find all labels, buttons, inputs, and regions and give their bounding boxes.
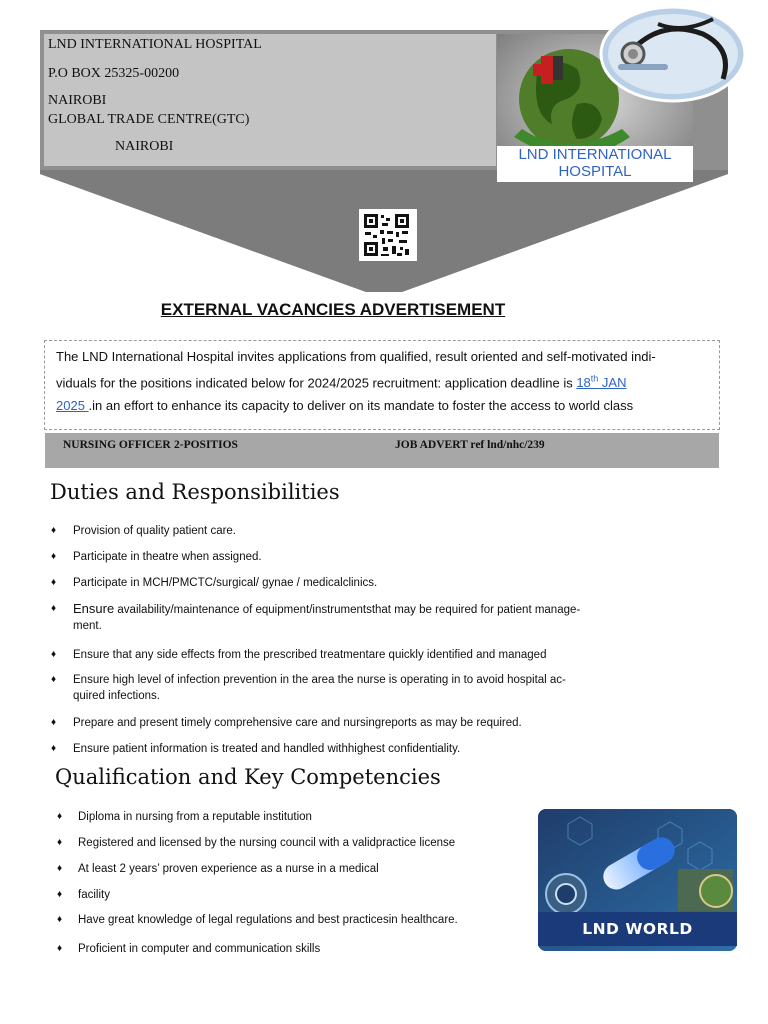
duties-heading: Duties and Responsibilities (50, 480, 340, 504)
list-item-text: Ensure that any side effects from the prescribed treatmentare quickly identified and managed (73, 649, 547, 661)
hospital-name: LND INTERNATIONAL HOSPITAL (48, 37, 262, 52)
list-item-text-cont: quired infections. (73, 690, 160, 702)
diamond-bullet-icon: ♦ (57, 914, 63, 925)
page-title: EXTERNAL VACANCIES ADVERTISEMENT (160, 300, 506, 319)
list-item-text: Ensure patient information is treated and handled withhighest confidentiality. (73, 743, 461, 755)
po-box: P.O BOX 25325-00200 (48, 66, 180, 81)
list-item-text: Participate in theatre when assigned. (73, 551, 262, 563)
list-item-text: Proficient in computer and communication skills (78, 943, 321, 955)
list-item-text: Diploma in nursing from a reputable institution (78, 811, 312, 823)
list-item-text: Have great knowledge of legal regulations and best practicesin healthcare. (78, 914, 458, 926)
diamond-bullet-icon: ♦ (57, 889, 63, 900)
list-item-text-cont: ment. (73, 620, 102, 632)
job-reference: JOB ADVERT ref lnd/nhc/239 (395, 439, 545, 451)
diamond-bullet-icon: ♦ (57, 943, 63, 954)
intro-paragraph (56, 345, 708, 417)
hospital-logo-caption (497, 146, 693, 182)
deadline-sup: th (590, 374, 599, 384)
intro-line-1: The LND International Hospital invites applications from qualified, result oriented and self-motivated indi- (56, 349, 656, 364)
list-item-text: At least 2 years’ proven experience as a nurse in a medical (78, 863, 379, 875)
diamond-bullet-icon: ♦ (51, 603, 57, 614)
city-second: NAIROBI (115, 139, 174, 154)
list-item-text-main: Ensure high level of infection prevention in the area the nurse is operating in to avoid hospital ac- (73, 674, 566, 686)
deadline-link[interactable] (576, 375, 626, 390)
diamond-bullet-icon: ♦ (57, 863, 63, 874)
intro-line-2 (56, 368, 708, 394)
job-position-count: 2-POSITIOS (174, 439, 238, 451)
list-item-text: Registered and licensed by the nursing council with a validpractice license (78, 837, 456, 849)
logo-text-line2: HOSPITAL (558, 163, 632, 180)
list-item-text (73, 601, 683, 634)
list-item-text (73, 672, 683, 704)
logo-text-line1: LND INTERNATIONAL (518, 146, 672, 163)
list-item-text: Provision of quality patient care. (73, 525, 237, 537)
diamond-bullet-icon: ♦ (51, 743, 57, 754)
diamond-bullet-icon: ♦ (51, 551, 57, 562)
qr-code-icon (359, 209, 417, 261)
list-item-text-rest: availability/maintenance of equipment/instrumentsthat may be required for patient manage- (117, 604, 581, 616)
deadline-day: 18 (576, 375, 591, 391)
list-item-text: Prepare and present timely comprehensive care and nursingreports as may be required. (73, 717, 522, 729)
diamond-bullet-icon: ♦ (51, 577, 57, 588)
world-hospital-caption: LND WORLD HOSPITAL (538, 912, 737, 946)
ensure-word: Ensure (73, 601, 115, 616)
address-panel (44, 34, 496, 166)
deadline-year-link[interactable]: 2025 (56, 398, 89, 414)
intro-line-3 (56, 394, 708, 417)
deadline-month: JAN (598, 375, 627, 391)
intro-line-3-text: .in an effort to enhance its capacity to deliver on its mandate to foster the access to world class (88, 398, 634, 414)
intro-line-2-text: viduals for the positions indicated below for 2024/2025 recruitment: application deadline is (56, 375, 577, 391)
diamond-bullet-icon: ♦ (57, 811, 63, 822)
building: GLOBAL TRADE CENTRE(GTC) (48, 112, 250, 127)
diamond-bullet-icon: ♦ (57, 837, 63, 848)
city: NAIROBI (48, 93, 107, 108)
qualifications-heading: Qualification and Key Competencies (55, 765, 441, 789)
diamond-bullet-icon: ♦ (51, 717, 57, 728)
diamond-bullet-icon: ♦ (51, 525, 57, 536)
diamond-bullet-icon: ♦ (51, 674, 57, 685)
job-position: NURSING OFFICER (63, 439, 171, 451)
diamond-bullet-icon: ♦ (51, 649, 57, 660)
list-item-text: Participate in MCH/PMCTC/surgical/ gynae / medicalclinics. (73, 577, 378, 589)
list-item-text: facility (78, 889, 110, 901)
stethoscope-icon (598, 4, 748, 104)
